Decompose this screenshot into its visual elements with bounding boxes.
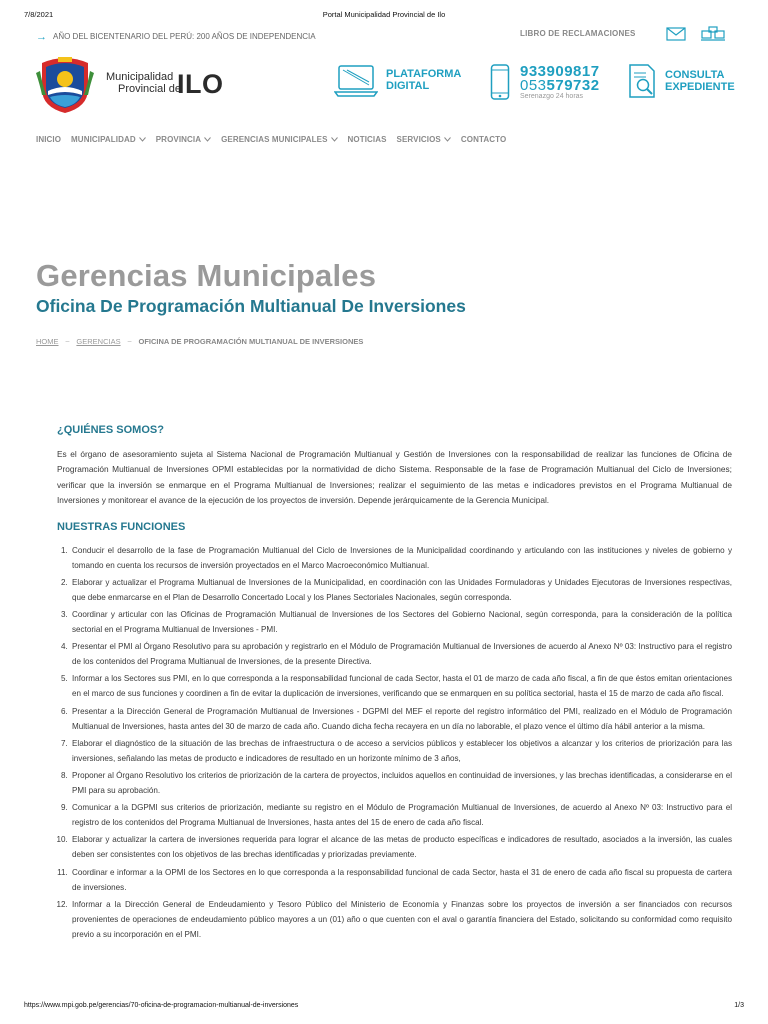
phone-prefix: 053 (520, 77, 547, 94)
list-item: 12. Informar a la Dirección General de Endeudamiento y Tesoro Público del Ministerio de Economía y Finanzas sobre los proyectos de inversión a ser financiados con recursos provenientes de operaciones de endeudamiento público mayores a un (01) año o que cuenten con el aval o garantía financiera del Estado, solicitando su conformidad como requisito previo a su incorporación en el PMI. (70, 897, 732, 942)
brand-text (106, 71, 181, 95)
list-item: 11. Coordinar e informar a la OPMI de los Sectores en lo que corresponda a la responsabilidad funcional de cada Sector, hasta el 31 de enero de cada año fiscal su propuesta de cartera de inversiones. (70, 865, 732, 895)
phone-icon (490, 64, 510, 100)
nav-item-servicios[interactable]: SERVICIOS (397, 132, 451, 146)
plataforma-line1: PLATAFORMA (386, 68, 462, 80)
page-subtitle: Oficina De Programación Multianual De Inversiones (36, 296, 466, 316)
nav-item-gerencias[interactable]: GERENCIAS MUNICIPALES (221, 132, 337, 146)
print-title: Portal Municipalidad Provincial de Ilo (322, 10, 446, 19)
consulta-line1: CONSULTA (665, 69, 725, 81)
main-content (57, 424, 732, 944)
print-page-number: 1/3 (734, 1002, 744, 1009)
brand-logo[interactable] (36, 55, 256, 115)
funciones-list (57, 543, 732, 942)
consulta-expediente-link[interactable] (628, 62, 738, 102)
list-item: 2. Elaborar y actualizar el Programa Multianual de Inversiones de la Municipalidad, en coordinación con las Unidades Formuladoras y Unidades Ejecutoras de Inversiones respectivas, que debe enmarcarse en el Plan de Desarrollo Concertado Local y los Planes Sectoriales Nacionales, según corresponda. (70, 575, 732, 605)
crest-icon (36, 55, 94, 115)
list-item: 7. Elaborar el diagnóstico de la situación de las brechas de infraestructura o de acceso a servicios públicos y establecer los objetivos a alcanzar y los criterios de priorización para las inversiones, señalando las metas de producto e indicadores de resultado en un horizonte mínimo de 3 años, (70, 736, 732, 766)
network-icon[interactable] (701, 26, 725, 42)
nav-item-provincia[interactable]: PROVINCIA (156, 132, 211, 146)
document-search-icon (628, 64, 658, 98)
print-footer (24, 1002, 744, 1012)
breadcrumb-gerencias[interactable]: GERENCIAS (76, 337, 121, 346)
breadcrumb-home[interactable]: HOME (36, 337, 59, 346)
plataforma-digital-link[interactable] (334, 62, 474, 102)
print-url: https://www.mpi.gob.pe/gerencias/70-oficina-de-programacion-multianual-de-inversiones (24, 1002, 299, 1009)
chevron-down-icon (444, 137, 451, 142)
section-title-funciones: NUESTRAS FUNCIONES (57, 520, 186, 533)
serenazgo-phone[interactable] (490, 62, 620, 104)
nav-item-noticias[interactable]: NOTICIAS (347, 134, 387, 144)
list-item: 3. Coordinar y articular con las Oficinas de Programación Multianual de Inversiones de los Sectores del Gobierno Nacional, según corresponda, para la consideración de la política sectorial en el Programa Multianual de Inversiones - PMI. (70, 607, 732, 637)
page-hero (36, 258, 732, 317)
chevron-down-icon (139, 137, 146, 142)
brand-line2: Provincial de (118, 83, 181, 95)
serenazgo-label: Serenazgo 24 horas (520, 93, 584, 100)
top-bar (36, 26, 732, 48)
breadcrumb-separator: – (127, 338, 132, 345)
quienes-paragraph: Es el órgano de asesoramiento sujeta al Sistema Nacional de Programación Multianual y Gestión de Inversiones con la responsabilidad de realizar las funciones de Oficina de Programación Multianual de Inversiones OPMI establecidas por la normatividad de dicho Sistema. Responsable de la fase de Programación Multianual del Ciclo de Inversiones; verificar que la inversión se enmarque en el Programa Multianual de Inversiones; realizar el seguimiento de las metas e indicadores previstos en el Programa Multianual de Inversiones y monitorear el avance de la ejecución de los proyectos de inversión. Depende jerárquicamente de la Gerencia Municipal. (57, 449, 732, 506)
nav-item-municipalidad[interactable]: MUNICIPALIDAD (71, 132, 146, 146)
page-title: Gerencias Municipales (36, 258, 377, 293)
consulta-line2: EXPEDIENTE (665, 81, 735, 93)
section-title-quienes: ¿QUIÉNES SOMOS? (57, 424, 164, 436)
print-header (24, 10, 744, 22)
announcement-text: AÑO DEL BICENTENARIO DEL PERÚ: 200 AÑOS DE INDEPENDENCIA (53, 32, 316, 41)
breadcrumb-current: OFICINA DE PROGRAMACIÓN MULTIANUAL DE INVERSIONES (138, 337, 364, 346)
phone-number-1: 933909817 (520, 63, 600, 80)
chevron-down-icon (331, 137, 338, 142)
phone-number-2 (520, 77, 600, 94)
list-item: 1. Conducir el desarrollo de la fase de Programación Multianual del Ciclo de Inversiones de la Municipalidad coordinando y articulando con las instituciones y niveles de gobierno y tomando en cuenta los recursos de inversión proyectados en el Marco Macroeconómico Multianual. (70, 543, 732, 573)
list-item: 10. Elaborar y actualizar la cartera de inversiones requerida para lograr el alcance de las metas de producto específicas e indicadores de resultado, asociados a la inversión, las cuales deben ser consistentes con los objetivos de las brechas identificadas y priorizadas previamente. (70, 832, 732, 862)
list-item: 6. Presentar a la Dirección General de Programación Multianual de Inversiones - DGPMI del MEF el reporte del registro informático del PMI, realizado en el Módulo de Programación Multianual de Inversiones, hasta antes del 30 de marzo de cada año. Cuando dicha fecha recayera en un día no laborable, el plazo vence el último día hábil anterior a la misma. (70, 704, 732, 734)
nav-item-contacto[interactable]: CONTACTO (460, 134, 507, 144)
list-item: 5. Informar a los Sectores sus PMI, en lo que corresponda a la responsabilidad funcional de cada Sector, hasta el 01 de marzo de cada año fiscal, a fin de que éstos emitan orientaciones en el marco de sus funciones y coordinen a fin de evitar la duplicación de inversiones, verificando que se enmarquen en su política sectorial, hasta el 15 de marzo de cada año fiscal. (70, 671, 732, 701)
mail-icon[interactable] (666, 26, 686, 42)
brand-line1: Municipalidad (106, 71, 174, 83)
nav-item-inicio[interactable]: INICIO (36, 134, 62, 144)
print-date: 7/8/2021 (24, 10, 54, 19)
list-item: 4. Presentar el PMI al Órgano Resolutivo para su aprobación y registrarlo en el Módulo de Programación Multianual de Inversiones de acuerdo al Anexo Nº 03: Instructivo para el registro de los contenidos del Programa Multianual de Inversiones, de la presente Directiva. (70, 639, 732, 669)
main-nav (36, 132, 732, 146)
arrow-right-icon: → (36, 30, 47, 43)
libro-reclamaciones-link[interactable]: LIBRO DE RECLAMACIONES (520, 29, 636, 38)
laptop-icon (334, 64, 378, 98)
announcement[interactable] (36, 32, 316, 41)
brand-name: ILO (177, 69, 224, 99)
list-item: 8. Proponer al Órgano Resolutivo los criterios de priorización de la cartera de proyectos, incluidos aquellos en continuidad de inversiones, y las brechas identificadas, a considerarse en el PMI para su aprobación. (70, 768, 732, 798)
breadcrumb-separator: – (65, 338, 70, 345)
chevron-down-icon (204, 137, 211, 142)
list-item: 9. Comunicar a la DGPMI sus criterios de priorización, mediante su registro en el Módulo de Programación Multianual de Inversiones, de acuerdo al Anexo Nº 03: Instructivo para el registro de los contenidos del Programa Multianual de Inversiones, hasta antes del 15 de enero de cada año fiscal. (70, 800, 732, 830)
breadcrumb (36, 337, 363, 346)
plataforma-line2: DIGITAL (386, 80, 430, 92)
phone-suffix: 579732 (546, 77, 600, 94)
